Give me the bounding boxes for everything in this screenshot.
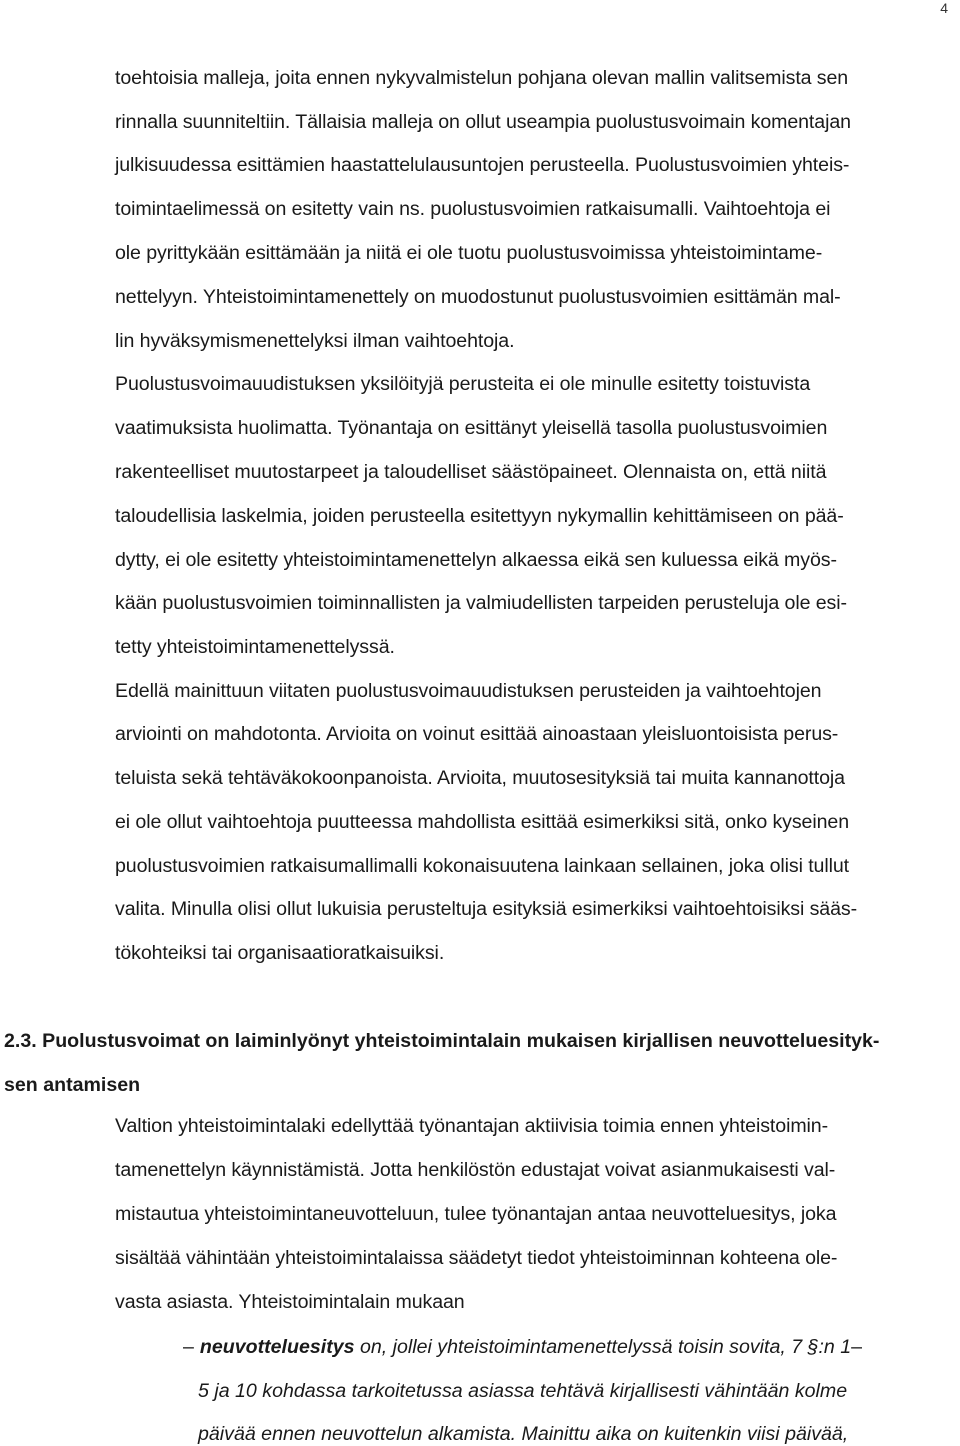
quote-line-end: – bbox=[851, 1336, 863, 1358]
text-line: kään puolustusvoimien toiminnallisten ja valmiudellisten tarpeiden perusteluja ole esi- bbox=[115, 592, 847, 614]
text-line: valita. Minulla olisi ollut lukuisia perusteltuja esityksiä esimerkiksi vaihtoehtoisiksi sääs- bbox=[115, 898, 857, 920]
text-line: rinnalla suunniteltiin. Tällaisia malleja on ollut useampia puolustusvoimain komentajan bbox=[115, 111, 851, 133]
quote-line bbox=[183, 1336, 863, 1359]
text-line: teluista sekä tehtäväkokoonpanoista. Arvioita, muutosesityksiä tai muita kannanottoja bbox=[115, 767, 845, 789]
quote-line-rest: on, jollei yhteistoimintamenettelyssä toisin sovita, 7 §:n 1 bbox=[354, 1336, 852, 1358]
text-line: ole pyrittykään esittämään ja niitä ei ole tuotu puolustusvoimissa yhteistoimintame- bbox=[115, 242, 823, 264]
section-heading-continued: sen antamisen bbox=[4, 1074, 141, 1096]
quote-line: 5 ja 10 kohdassa tarkoitetussa asiassa tehtävä kirjallisesti vähintään kolme bbox=[198, 1380, 848, 1402]
text-line: dytty, ei ole esitetty yhteistoimintamenettelyn alkaessa eikä sen kuluessa eikä myös- bbox=[115, 549, 837, 571]
text-line: tamenettelyn käynnistämistä. Jotta henkilöstön edustajat voivat asianmukaisesti val- bbox=[115, 1159, 836, 1181]
text-line: arviointi on mahdotonta. Arvioita on voinut esittää ainoastaan yleisluontoisista perus- bbox=[115, 723, 839, 745]
text-line: vaatimuksista huolimatta. Työnantaja on esittänyt yleisellä tasolla puolustusvoimien bbox=[115, 417, 828, 439]
text-line: Edellä mainittuun viitaten puolustusvoimauudistuksen perusteiden ja vaihtoehtojen bbox=[115, 680, 822, 702]
text-line: toehtoisia malleja, joita ennen nykyvalmistelun pohjana olevan mallin valitsemista sen bbox=[115, 67, 849, 89]
quote-dash: – bbox=[183, 1336, 194, 1358]
text-line: tetty yhteistoimintamenettelyssä. bbox=[115, 636, 395, 658]
text-line: ei ole ollut vaihtoehtoja puutteessa mahdollista esittää esimerkiksi sitä, onko kyseinen bbox=[115, 811, 849, 833]
text-line: taloudellisia laskelmia, joiden perusteella esitettyyn nykymallin kehittämiseen on pää- bbox=[115, 505, 844, 527]
text-line: Valtion yhteistoimintalaki edellyttää työnantajan aktiivisia toimia ennen yhteistoimin- bbox=[115, 1115, 829, 1137]
text-line: vasta asiasta. Yhteistoimintalain mukaan bbox=[115, 1291, 465, 1313]
page-number: 4 bbox=[940, 0, 948, 16]
text-line: sisältää vähintään yhteistoimintalaissa säädetyt tiedot yhteistoiminnan kohteena ole- bbox=[115, 1247, 838, 1269]
text-line: lin hyväksymismenettelyksi ilman vaihtoehtoja. bbox=[115, 330, 515, 352]
text-line: nettelyyn. Yhteistoimintamenettely on muodostunut puolustusvoimien esittämän mal- bbox=[115, 286, 841, 308]
text-line: rakenteelliset muutostarpeet ja taloudelliset säästöpaineet. Olennaista on, että niitä bbox=[115, 461, 827, 483]
quote-term: neuvotteluesitys bbox=[199, 1336, 355, 1358]
section-heading: 2.3. Puolustusvoimat on laiminlyönyt yhteistoimintalain mukaisen kirjallisen neuvotteluesityk- bbox=[4, 1030, 880, 1052]
text-line: toimintaelimessä on esitetty vain ns. puolustusvoimien ratkaisumalli. Vaihtoehtoja ei bbox=[115, 198, 831, 220]
text-line: Puolustusvoimauudistuksen yksilöityjä perusteita ei ole minulle esitetty toistuvista bbox=[115, 373, 811, 395]
text-line: julkisuudessa esittämien haastattelulausuntojen perusteella. Puolustusvoimien yhteis- bbox=[115, 154, 850, 176]
text-line: puolustusvoimien ratkaisumallimalli kokonaisuutena lainkaan sellainen, joka olisi tullut bbox=[115, 855, 849, 877]
text-line: mistautua yhteistoimintaneuvotteluun, tulee työnantajan antaa neuvotteluesitys, joka bbox=[115, 1203, 837, 1225]
quote-line: päivää ennen neuvottelun alkamista. Mainittu aika on kuitenkin viisi päivää, bbox=[198, 1423, 849, 1445]
text-line: tökohteiksi tai organisaatioratkaisuiksi. bbox=[115, 942, 445, 964]
